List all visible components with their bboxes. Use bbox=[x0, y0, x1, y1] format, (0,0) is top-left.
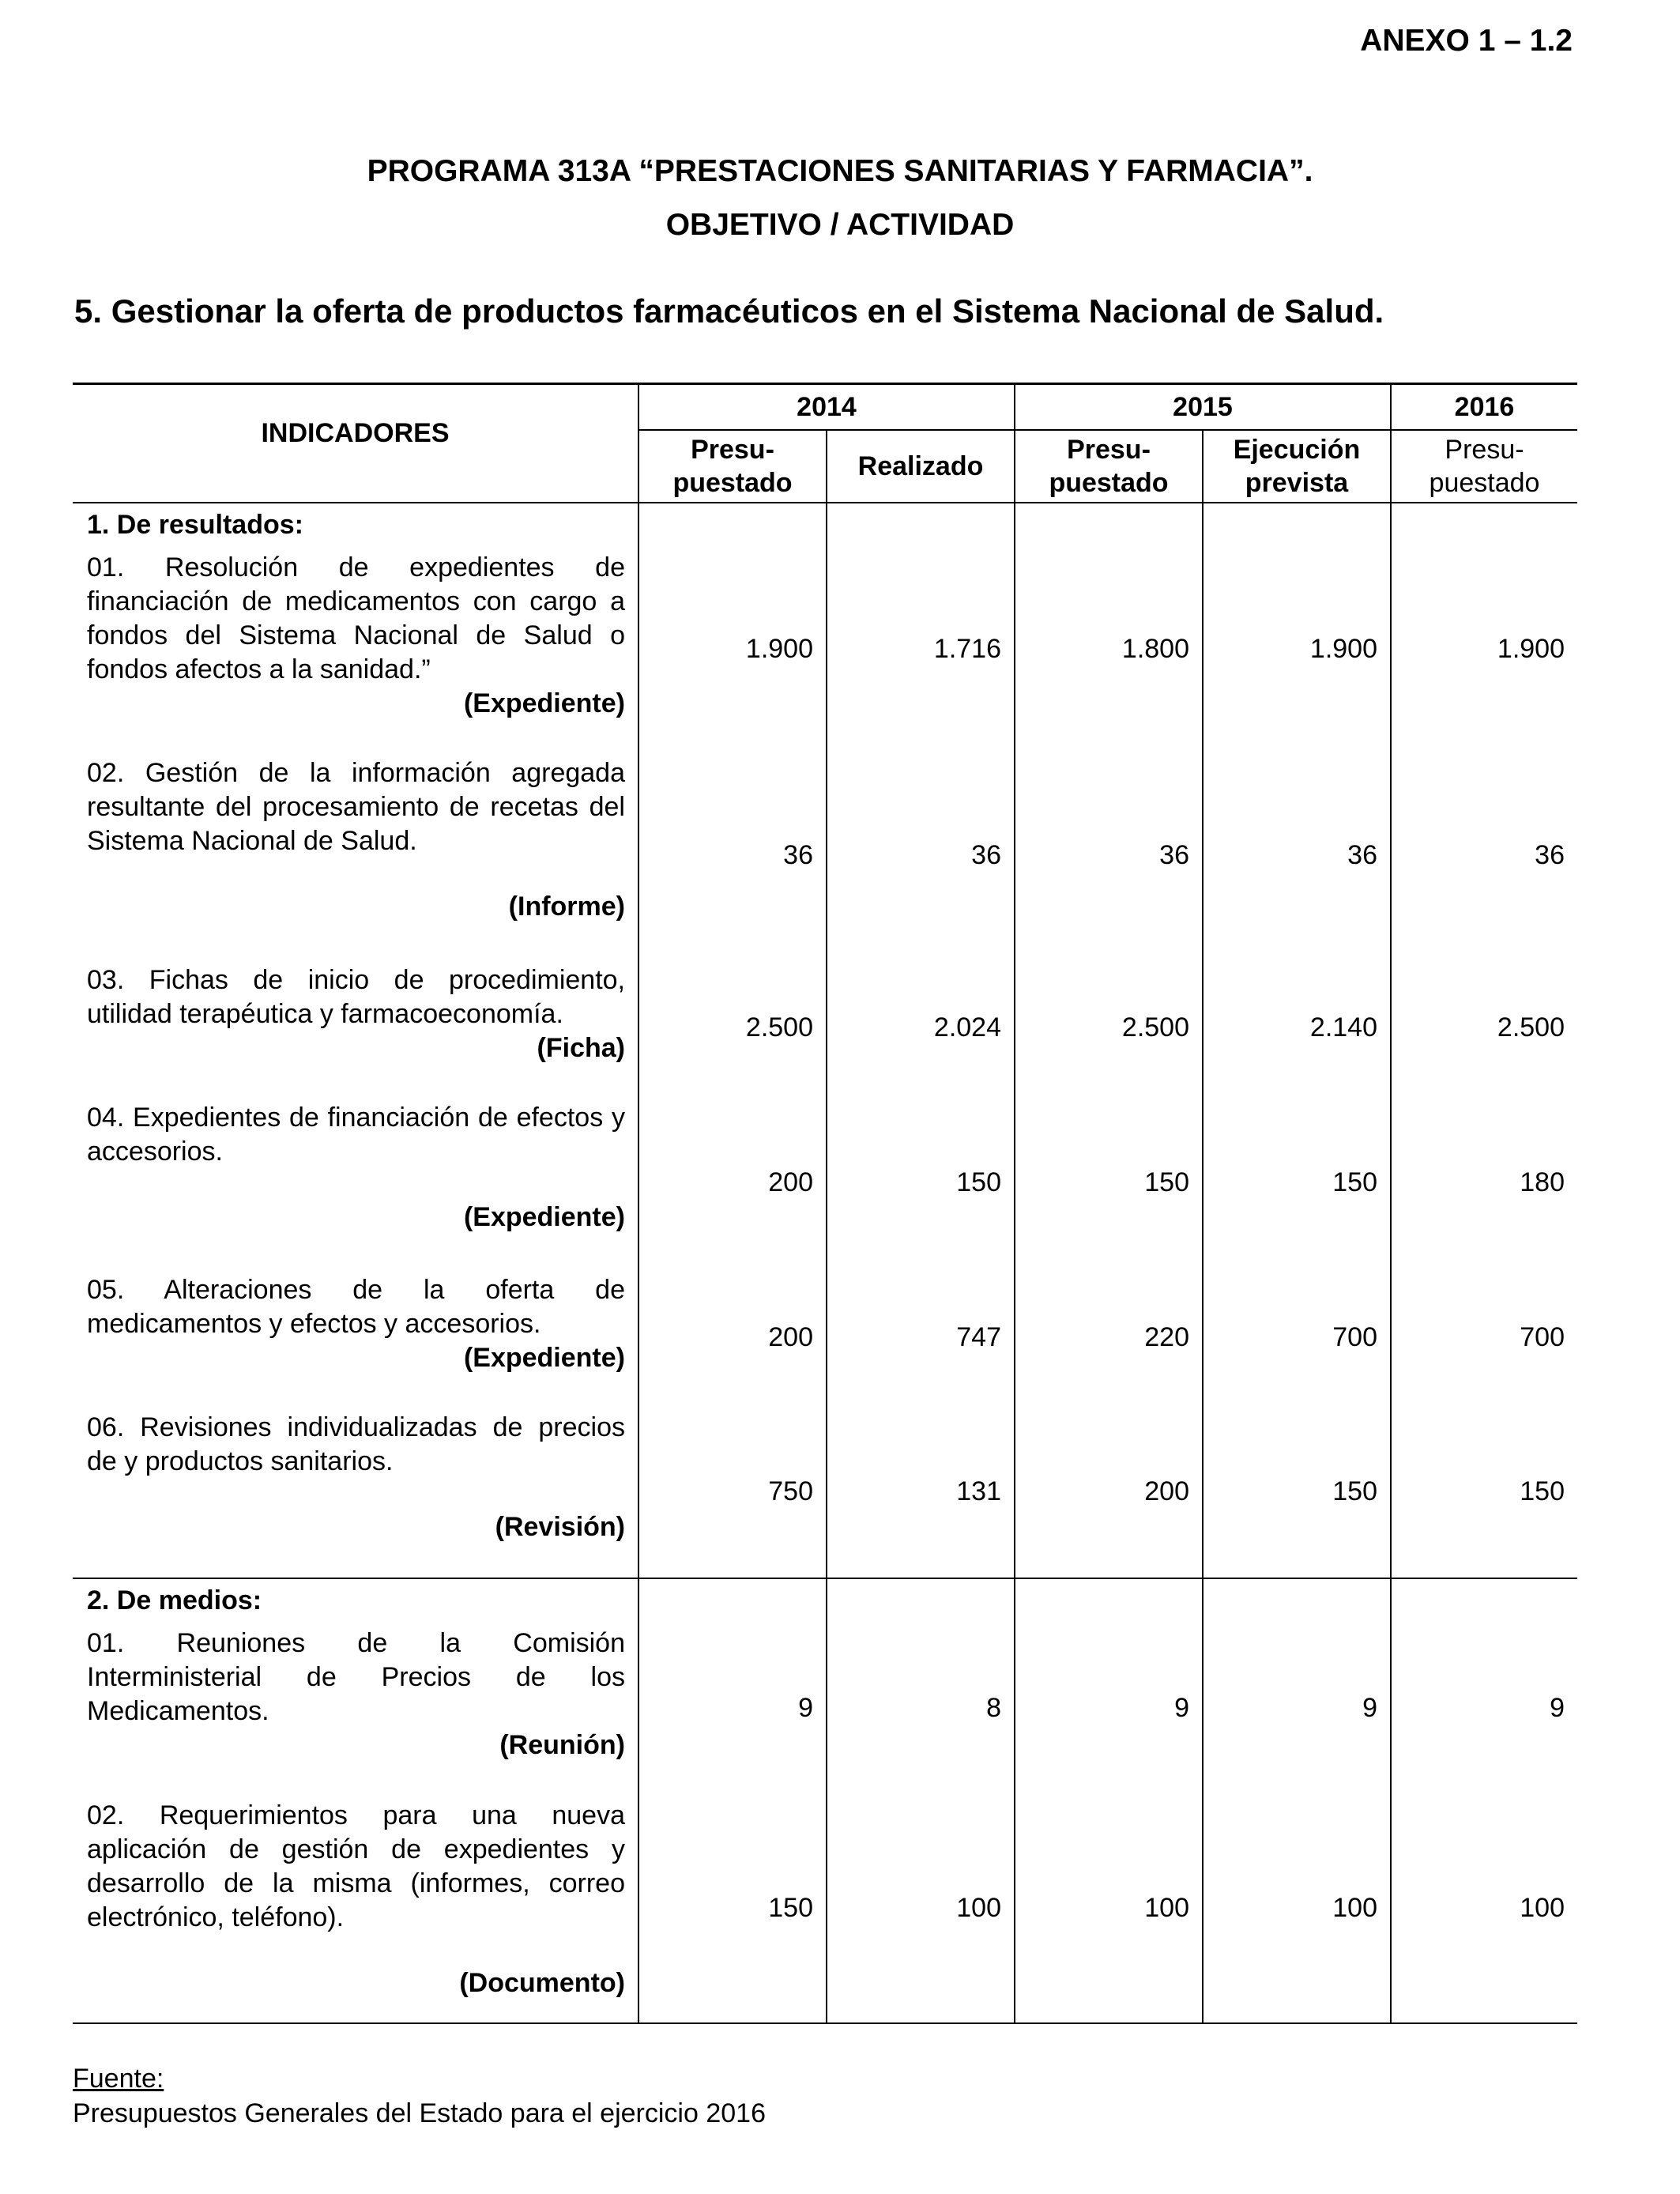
indicator-unit: (Ficha) bbox=[537, 1033, 625, 1063]
value-2014-budget: 200 bbox=[638, 1096, 827, 1269]
value-2014-budget: 9 bbox=[638, 1622, 827, 1794]
table-row bbox=[73, 1622, 1577, 1794]
value-2014-budget: 36 bbox=[638, 752, 827, 959]
indicator-text: 06. Revisiones individualizadas de precios de y productos sanitarios. bbox=[87, 1412, 625, 1476]
table-row bbox=[73, 1794, 1577, 2023]
value-2015-budget: 220 bbox=[1015, 1269, 1203, 1406]
indicator-unit: (Expediente) bbox=[463, 1343, 625, 1373]
value-2015-budget: 2.500 bbox=[1015, 959, 1203, 1096]
section-title-row bbox=[73, 503, 1577, 546]
value-2014-realized: 131 bbox=[827, 1406, 1015, 1578]
value-2015-budget: 200 bbox=[1015, 1406, 1203, 1578]
indicator-text: 03. Fichas de inicio de procedimiento, utilidad terapéutica y farmacoeconomía. bbox=[87, 965, 625, 1029]
indicator-cell bbox=[73, 1794, 638, 2023]
value-2016-budget: 100 bbox=[1391, 1794, 1577, 2023]
indicator-text: 01. Resolución de expedientes de financiación de medicamentos con cargo a fondos del Sistema Nacional de Salud o fondos afectos a la sanidad.” bbox=[87, 552, 625, 684]
section-title-row bbox=[73, 1578, 1577, 1622]
section-title: 2. De medios: bbox=[87, 1585, 262, 1615]
value-2015-forecast: 150 bbox=[1203, 1096, 1391, 1269]
indicator-unit: (Revisión) bbox=[495, 1512, 625, 1542]
value-2015-forecast: 700 bbox=[1203, 1269, 1391, 1406]
indicator-cell bbox=[73, 959, 638, 1096]
indicator-text: 02. Gestión de la información agregada resultante del procesamiento de recetas del Sistema Nacional de Salud. bbox=[87, 758, 625, 856]
program-title bbox=[0, 145, 1680, 252]
objective-heading: 5. Gestionar la oferta de productos farmacéuticos en el Sistema Nacional de Salud. bbox=[74, 292, 1384, 330]
program-title-line1: PROGRAMA 313A “PRESTACIONES SANITARIAS Y FARMACIA”. bbox=[367, 154, 1313, 188]
indicator-cell bbox=[73, 1269, 638, 1406]
indicator-text: 05. Alteraciones de la oferta de medicamentos y efectos y accesorios. bbox=[87, 1275, 625, 1339]
indicator-unit: (Reunión) bbox=[499, 1730, 625, 1760]
value-2014-budget: 2.500 bbox=[638, 959, 827, 1096]
source-note bbox=[73, 2061, 766, 2131]
value-2014-budget: 750 bbox=[638, 1406, 827, 1578]
indicator-cell bbox=[73, 1096, 638, 1269]
value-2015-forecast: 36 bbox=[1203, 752, 1391, 959]
indicators-header: INDICADORES bbox=[73, 384, 638, 503]
annex-label: ANEXO 1 – 1.2 bbox=[1360, 24, 1573, 58]
value-2014-budget: 200 bbox=[638, 1269, 827, 1406]
value-2014-budget: 150 bbox=[638, 1794, 827, 2023]
subheader-2014-budget: Presu- puestado bbox=[638, 430, 827, 503]
value-2016-budget: 700 bbox=[1391, 1269, 1577, 1406]
subheader-2014-realized: Realizado bbox=[827, 430, 1015, 503]
indicator-unit: (Informe) bbox=[508, 892, 625, 922]
year-header-2016: 2016 bbox=[1391, 384, 1577, 431]
indicator-cell bbox=[73, 1406, 638, 1578]
value-2014-realized: 747 bbox=[827, 1269, 1015, 1406]
source-label: Fuente: bbox=[73, 2064, 164, 2094]
value-2016-budget: 36 bbox=[1391, 752, 1577, 959]
value-2016-budget: 1.900 bbox=[1391, 546, 1577, 752]
year-header-2015: 2015 bbox=[1015, 384, 1391, 431]
indicators-table bbox=[73, 383, 1577, 2024]
value-2014-realized: 1.716 bbox=[827, 546, 1015, 752]
value-2015-budget: 1.800 bbox=[1015, 546, 1203, 752]
subheader-2015-budget: Presu- puestado bbox=[1015, 430, 1203, 503]
value-2015-forecast: 1.900 bbox=[1203, 546, 1391, 752]
value-2014-budget: 1.900 bbox=[638, 546, 827, 752]
indicator-text: 04. Expedientes de financiación de efectos y accesorios. bbox=[87, 1103, 625, 1167]
indicator-cell bbox=[73, 546, 638, 752]
table-row bbox=[73, 752, 1577, 959]
value-2016-budget: 180 bbox=[1391, 1096, 1577, 1269]
value-2014-realized: 100 bbox=[827, 1794, 1015, 2023]
value-2014-realized: 36 bbox=[827, 752, 1015, 959]
program-title-line2: OBJETIVO / ACTIVIDAD bbox=[665, 208, 1015, 242]
year-header-2014: 2014 bbox=[638, 384, 1015, 431]
value-2014-realized: 2.024 bbox=[827, 959, 1015, 1096]
table-row bbox=[73, 1406, 1577, 1578]
value-2015-forecast: 2.140 bbox=[1203, 959, 1391, 1096]
value-2016-budget: 9 bbox=[1391, 1622, 1577, 1794]
indicator-unit: (Documento) bbox=[459, 1968, 625, 1998]
section-title: 1. De resultados: bbox=[87, 509, 303, 540]
indicator-cell bbox=[73, 1622, 638, 1794]
value-2016-budget: 150 bbox=[1391, 1406, 1577, 1578]
value-2015-forecast: 9 bbox=[1203, 1622, 1391, 1794]
indicator-cell bbox=[73, 752, 638, 959]
subheader-2015-forecast: Ejecución prevista bbox=[1203, 430, 1391, 503]
value-2016-budget: 2.500 bbox=[1391, 959, 1577, 1096]
value-2015-budget: 9 bbox=[1015, 1622, 1203, 1794]
value-2015-forecast: 100 bbox=[1203, 1794, 1391, 2023]
indicator-text: 02. Requerimientos para una nueva aplicación de gestión de expedientes y desarrollo de la misma (informes, correo electrónico, teléfono). bbox=[87, 1800, 625, 1932]
subheader-2016-budget: Presu- puestado bbox=[1391, 430, 1577, 503]
table-row bbox=[73, 546, 1577, 752]
value-2014-realized: 150 bbox=[827, 1096, 1015, 1269]
indicator-unit: (Expediente) bbox=[463, 688, 625, 718]
source-text: Presupuestos Generales del Estado para el ejercicio 2016 bbox=[73, 2098, 766, 2128]
indicator-unit: (Expediente) bbox=[463, 1202, 625, 1232]
value-2014-realized: 8 bbox=[827, 1622, 1015, 1794]
value-2015-budget: 36 bbox=[1015, 752, 1203, 959]
value-2015-budget: 150 bbox=[1015, 1096, 1203, 1269]
value-2015-budget: 100 bbox=[1015, 1794, 1203, 2023]
table-row bbox=[73, 1269, 1577, 1406]
table-row bbox=[73, 959, 1577, 1096]
table-row bbox=[73, 1096, 1577, 1269]
indicator-text: 01. Reuniones de la Comisión Interministerial de Precios de los Medicamentos. bbox=[87, 1628, 625, 1726]
value-2015-forecast: 150 bbox=[1203, 1406, 1391, 1578]
